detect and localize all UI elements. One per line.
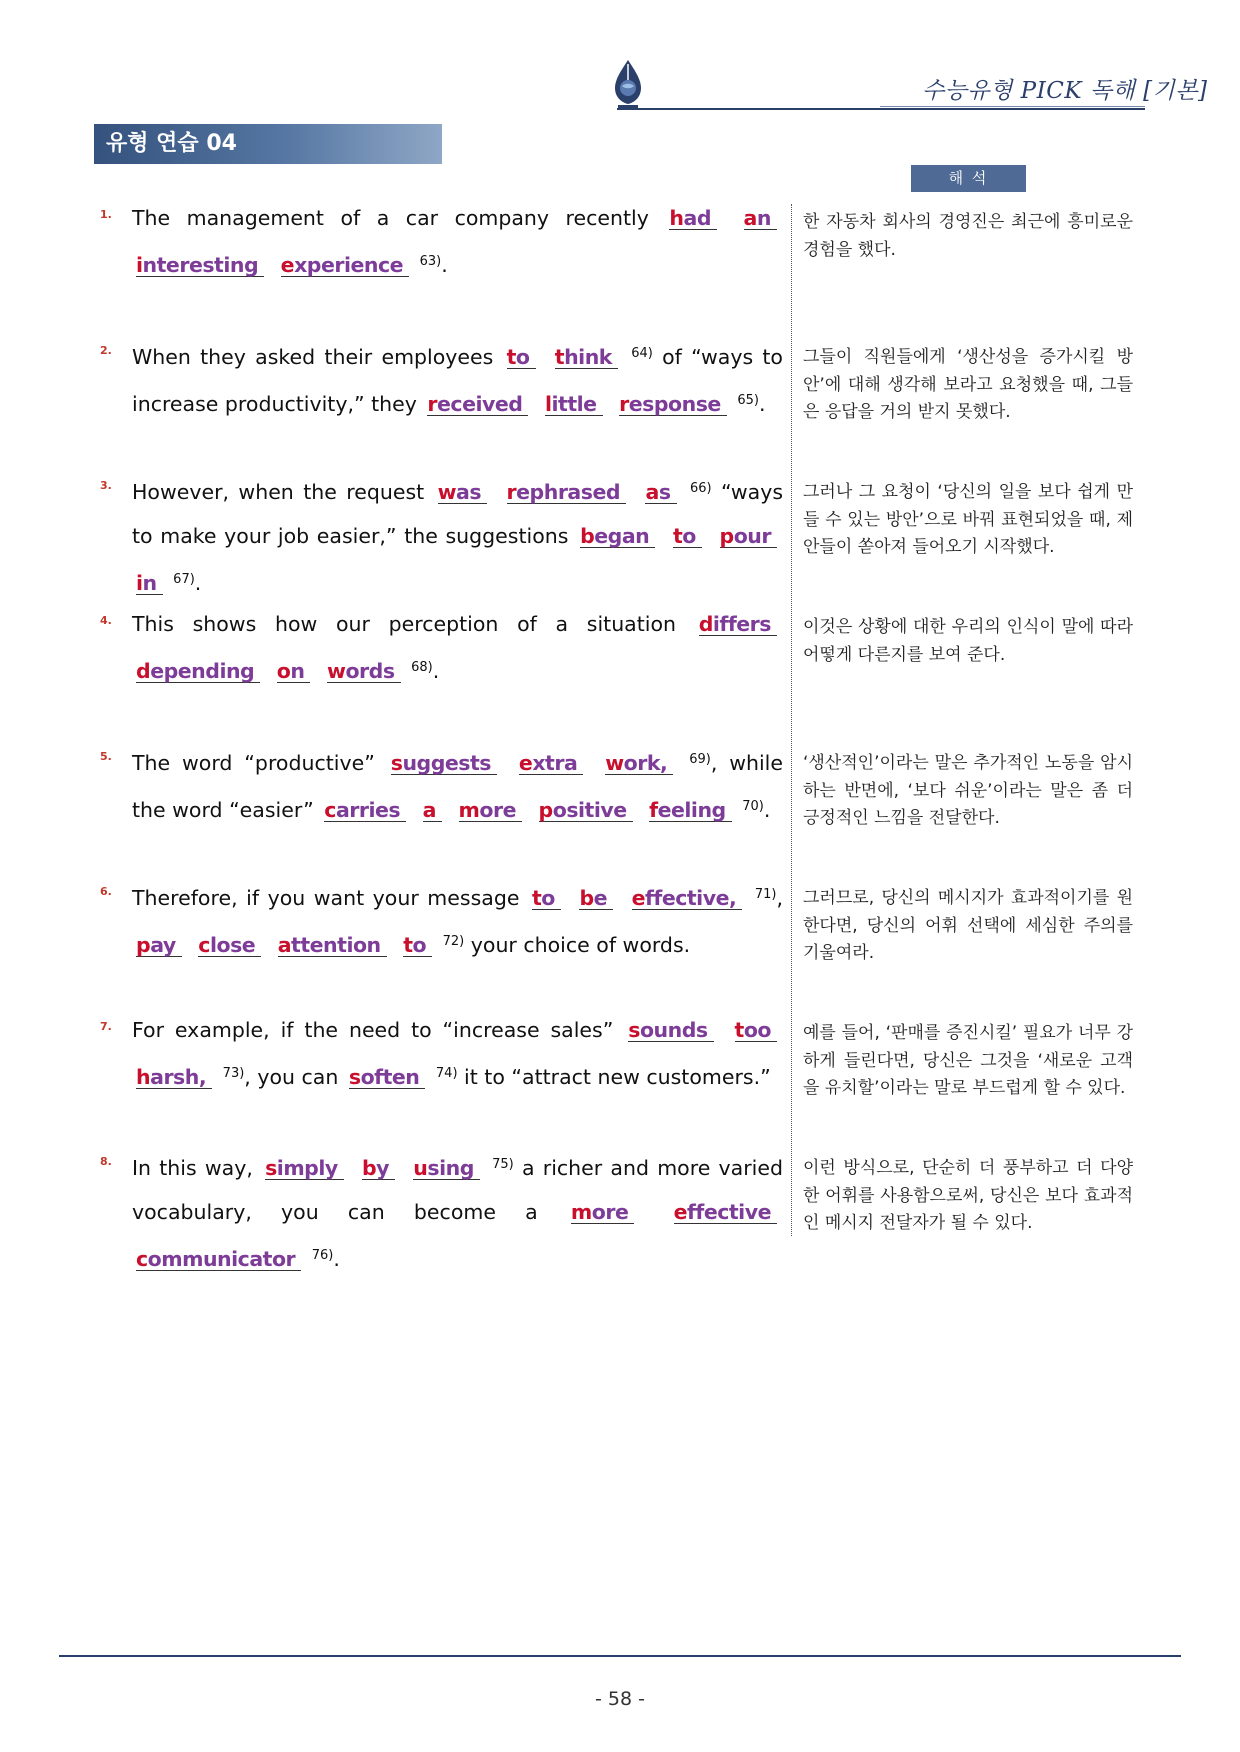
answer-first-letter: i [136, 571, 143, 595]
answer-first-letter: p [719, 524, 734, 548]
answer-rest: iffers [712, 612, 771, 636]
column-divider [791, 204, 792, 1236]
answer-first-letter: c [198, 933, 210, 957]
answer-first-letter: t [506, 345, 516, 369]
answer-rest: esponse [628, 392, 721, 416]
answer-rest: ounds [639, 1018, 708, 1042]
sentence-text: In this way, [132, 1156, 262, 1180]
answer-blank[interactable] [277, 660, 311, 683]
answer-first-letter: a [645, 480, 659, 504]
answer-first-letter: m [458, 798, 480, 822]
header-rule-accent [880, 106, 1145, 107]
answer-blank[interactable] [645, 481, 676, 504]
answer-rest: n [756, 206, 771, 230]
answer-rest: our [733, 524, 771, 548]
answer-first-letter: r [619, 392, 629, 416]
answer-first-letter: t [403, 933, 413, 957]
answer-rest: oo [743, 1018, 771, 1042]
answer-blank[interactable] [555, 346, 618, 369]
answer-rest: n [290, 659, 305, 683]
sentence-text: . [333, 1247, 340, 1271]
answer-first-letter: a [422, 798, 436, 822]
sentence-text: For example, if the need to “increase sales” [132, 1018, 625, 1042]
answer-rest: y [376, 1156, 390, 1180]
answer-first-letter: p [136, 933, 151, 957]
sentence-text: , while the word “easier” [132, 751, 783, 822]
answer-rest: s [658, 480, 671, 504]
english-sentence [132, 1143, 783, 1281]
answer-rest: arries [335, 798, 401, 822]
footnote-marker: 74) [435, 1066, 458, 1081]
korean-translation: 이런 방식으로, 단순히 더 풍부하고 더 다양한 어휘를 사용함으로써, 당신은 보다 효과적인 메시지 전달자가 될 수 있다. [803, 1158, 1133, 1233]
answer-blank[interactable] [580, 525, 655, 548]
item-number: 4. [100, 614, 112, 627]
answer-first-letter: s [628, 1018, 640, 1042]
answer-rest: o [682, 524, 696, 548]
footnote-marker: 65) [737, 393, 759, 408]
sentence-text: The management of a car company recently [132, 206, 666, 230]
answer-first-letter: t [672, 524, 683, 548]
item-number: 3. [100, 479, 112, 492]
answer-blank[interactable] [136, 934, 182, 957]
answer-first-letter: m [570, 1200, 592, 1224]
answer-rest: uggests [402, 751, 492, 775]
answer-first-letter: u [413, 1156, 428, 1180]
answer-rest: ttention [291, 933, 381, 957]
answer-rest: ositive [552, 798, 627, 822]
section-title: 유형 연습 04 [94, 124, 442, 164]
english-sentence [132, 196, 783, 287]
korean-translation: 그러므로, 당신의 메시지가 효과적이기를 원한다면, 당신의 어휘 선택에 세심한 주의를 기울여라. [803, 888, 1133, 963]
answer-first-letter: s [265, 1156, 277, 1180]
answer-blank[interactable] [539, 799, 633, 822]
translation-label: 해 석 [911, 165, 1026, 192]
answer-blank[interactable] [545, 393, 603, 416]
english-sentence [132, 332, 783, 426]
english-sentence [132, 1008, 783, 1099]
header-rule [617, 108, 1145, 110]
item-number: 5. [100, 750, 112, 763]
answer-first-letter: t [554, 345, 565, 369]
answer-first-letter: r [506, 480, 517, 504]
answer-blank[interactable] [699, 613, 777, 636]
sentence-text: . [758, 392, 766, 416]
footnote-marker: 70) [742, 799, 764, 814]
answer-first-letter: b [361, 1156, 377, 1180]
answer-blank[interactable] [362, 1157, 395, 1180]
korean-translation: 그러나 그 요청이 ‘당신의 일을 보다 쉽게 만들 수 있는 방안’으로 바꿔 표현되었을 때, 제안들이 쏟아져 들어오기 시작했다. [803, 482, 1133, 557]
english-sentence [132, 602, 783, 693]
answer-rest: imply [276, 1156, 338, 1180]
answer-rest: eceived [437, 392, 523, 416]
answer-first-letter: w [437, 480, 457, 504]
answer-blank[interactable] [391, 752, 497, 775]
sentence-text: When they asked their employees [132, 345, 503, 369]
answer-first-letter: e [518, 751, 533, 775]
answer-blank[interactable] [507, 481, 627, 504]
answer-blank[interactable] [459, 799, 522, 822]
item-number: 8. [100, 1155, 112, 1168]
answer-blank[interactable] [423, 799, 442, 822]
footnote-marker: 75) [492, 1157, 514, 1172]
answer-blank[interactable] [619, 393, 727, 416]
answer-blank[interactable] [136, 660, 260, 683]
korean-translation: ‘생산적인’이라는 말은 추가적인 노동을 암시하는 반면에, ‘보다 쉬운’이라는 말은 좀 더 긍정적인 느낌을 전달한다. [803, 753, 1133, 828]
sentence-text: This shows how our perception of a situation [132, 612, 695, 636]
sentence-text: . [763, 798, 771, 822]
item-number: 6. [100, 885, 112, 898]
sentence-text: “ways to make your job easier,” the suggestions [132, 480, 783, 548]
answer-first-letter: d [698, 612, 713, 636]
footnote-marker: 73) [222, 1066, 245, 1081]
answer-first-letter: t [531, 886, 542, 910]
answer-first-letter: h [136, 1065, 151, 1089]
sentence-text: , you can [244, 1065, 345, 1089]
answer-blank[interactable] [632, 887, 743, 910]
answer-rest: ay [150, 933, 176, 957]
answer-rest: xtra [532, 751, 578, 775]
sentence-text: . [441, 253, 448, 277]
answer-first-letter: b [579, 886, 594, 910]
english-sentence [132, 738, 783, 832]
answer-blank[interactable] [605, 752, 673, 775]
footnote-marker: 66) [689, 481, 712, 496]
korean-translation: 한 자동차 회사의 경영진은 최근에 흥미로운 경험을 했다. [803, 212, 1133, 260]
answer-first-letter: o [276, 659, 291, 683]
footnote-marker: 71) [754, 887, 777, 902]
footnote-marker: 76) [311, 1248, 334, 1263]
answer-rest: ad [683, 206, 712, 230]
answer-blank[interactable] [136, 1248, 301, 1271]
footnote-marker: 68) [411, 660, 433, 675]
answer-first-letter: s [348, 1065, 361, 1089]
page-number: - 58 - [595, 1688, 645, 1710]
answer-blank[interactable] [579, 887, 613, 910]
answer-blank[interactable] [720, 525, 777, 548]
answer-rest: lose [209, 933, 256, 957]
answer-blank[interactable] [628, 1019, 713, 1042]
sentence-text: , [776, 886, 783, 910]
answer-rest: xperience [294, 253, 404, 277]
answer-first-letter: s [390, 751, 403, 775]
answer-rest: ore [479, 798, 517, 822]
answer-first-letter: e [280, 253, 295, 277]
sentence-text: it to “attract new customers.” [457, 1065, 771, 1089]
answer-rest: ephrased [516, 480, 621, 504]
sentence-text: a richer and more varied vocabulary, you can become a [132, 1156, 783, 1224]
answer-first-letter: w [605, 751, 624, 775]
answer-rest: o [541, 886, 555, 910]
answer-rest: eeling [657, 798, 726, 822]
answer-rest: ffective, [644, 886, 737, 910]
footer-rule [59, 1655, 1181, 1657]
footnote-marker: 63) [419, 254, 442, 269]
answer-blank[interactable] [673, 525, 702, 548]
answer-rest: n [142, 571, 157, 595]
answer-rest: o [515, 345, 530, 369]
answer-blank[interactable] [278, 934, 387, 957]
answer-blank[interactable] [136, 1066, 212, 1089]
footnote-marker: 64) [631, 346, 653, 361]
answer-rest: ittle [551, 392, 597, 416]
answer-blank[interactable] [649, 799, 732, 822]
answer-blank[interactable] [324, 799, 406, 822]
answer-blank[interactable] [744, 207, 777, 230]
answer-first-letter: c [324, 798, 336, 822]
answer-blank[interactable] [136, 254, 264, 277]
answer-blank[interactable] [674, 1201, 777, 1224]
sentence-text: Therefore, if you want your message [132, 886, 528, 910]
answer-blank[interactable] [327, 660, 401, 683]
answer-rest: ords [345, 659, 395, 683]
answer-blank[interactable] [136, 572, 163, 595]
korean-translation: 예를 들어, ‘판매를 증진시킬’ 필요가 너무 강하게 들린다면, 당신은 그것을 ‘새로운 고객을 유치할’이라는 말로 부드럽게 할 수 있다. [803, 1023, 1133, 1098]
sentence-text: The word “productive” [132, 751, 387, 775]
sentence-text: . [194, 571, 202, 595]
sentence-text: your choice of words. [464, 933, 691, 957]
answer-rest: as [456, 480, 482, 504]
answer-first-letter: p [538, 798, 553, 822]
pen-nib-logo-icon [610, 58, 646, 110]
answer-blank[interactable] [265, 1157, 344, 1180]
english-sentence [132, 467, 783, 605]
answer-blank[interactable] [532, 887, 561, 910]
answer-blank[interactable] [281, 254, 409, 277]
answer-rest: sing [427, 1156, 474, 1180]
answer-blank[interactable] [413, 1157, 480, 1180]
item-number: 1. [100, 208, 112, 221]
answer-blank[interactable] [507, 346, 536, 369]
korean-translation: 그들이 직원들에게 ‘생산성을 증가시킬 방안’에 대해 생각해 보라고 요청했을 때, 그들은 응답을 거의 받지 못했다. [803, 347, 1133, 422]
answer-first-letter: i [136, 253, 143, 277]
answer-rest: e [593, 886, 608, 910]
footnote-marker: 69) [689, 752, 711, 767]
answer-rest: ffective [686, 1200, 771, 1224]
answer-rest: ommunicator [147, 1247, 296, 1271]
answer-first-letter: l [545, 392, 552, 416]
answer-blank[interactable] [571, 1201, 634, 1224]
answer-blank[interactable] [427, 393, 528, 416]
item-number: 7. [100, 1020, 112, 1033]
answer-blank[interactable] [519, 752, 583, 775]
answer-rest: arsh, [150, 1065, 207, 1089]
answer-first-letter: a [277, 933, 292, 957]
footnote-marker: 67) [173, 572, 195, 587]
item-number: 2. [100, 344, 112, 357]
answer-first-letter: d [136, 659, 151, 683]
answer-rest: o [412, 933, 427, 957]
answer-rest: hink [564, 345, 612, 369]
sentence-text: . [432, 659, 440, 683]
answer-rest: egan [594, 524, 650, 548]
answer-first-letter: b [580, 524, 595, 548]
answer-first-letter: w [327, 659, 346, 683]
answer-blank[interactable] [349, 1066, 426, 1089]
answer-blank[interactable] [198, 934, 261, 957]
answer-blank[interactable] [669, 207, 717, 230]
answer-first-letter: t [734, 1018, 744, 1042]
answer-first-letter: a [743, 206, 757, 230]
answer-blank[interactable] [735, 1019, 777, 1042]
english-sentence [132, 873, 783, 967]
answer-rest: ore [591, 1200, 629, 1224]
answer-blank[interactable] [403, 934, 432, 957]
answer-first-letter: e [631, 886, 645, 910]
answer-first-letter: h [669, 206, 684, 230]
answer-first-letter: c [136, 1247, 148, 1271]
sentence-text: However, when the request [132, 480, 434, 504]
answer-rest: often [360, 1065, 420, 1089]
answer-first-letter: f [649, 798, 658, 822]
answer-first-letter: e [673, 1200, 687, 1224]
answer-first-letter: r [427, 392, 438, 416]
brand-title: 수능유형 PICK 독해 [기본] [922, 78, 1208, 104]
answer-rest: nteresting [142, 253, 259, 277]
answer-rest: ork, [623, 751, 668, 775]
footnote-marker: 72) [442, 934, 465, 949]
korean-translation: 이것은 상황에 대한 우리의 인식이 말에 따라 어떻게 다른지를 보여 준다. [803, 617, 1133, 665]
answer-rest: epending [150, 659, 255, 683]
answer-blank[interactable] [438, 481, 488, 504]
sentence-text: of “ways to increase productivity,” they [132, 345, 783, 416]
